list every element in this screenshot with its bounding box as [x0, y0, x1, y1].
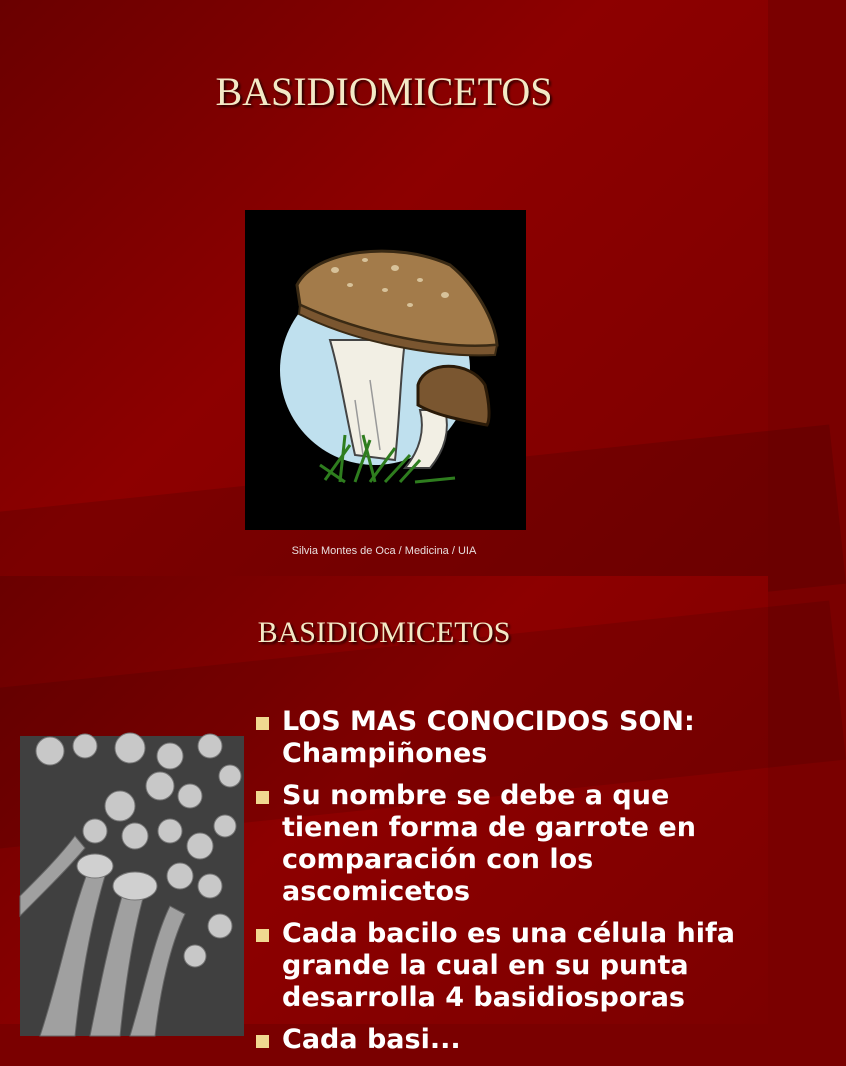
slide-2 — [0, 576, 768, 1055]
slide-1-title: BASIDIOMICETOS — [215, 69, 553, 114]
slide-1 — [0, 0, 768, 576]
fungal-structure-image — [20, 736, 244, 1036]
bullet-square-icon — [256, 791, 269, 804]
mushroom-image — [245, 210, 526, 530]
slide-footer: Silvia Montes de Oca / Medicina / UIA — [291, 545, 477, 557]
bullet-list — [256, 706, 761, 1066]
list-item: Cada bacilo es una célula hifa grande la cual en su punta desarrolla 4 basidiosporas — [256, 918, 761, 1014]
microscope-photo — [20, 736, 244, 1036]
list-item: Cada basi... — [256, 1024, 761, 1056]
bullet-square-icon — [256, 929, 269, 942]
list-item: Su nombre se debe a que tienen forma de garrote en comparación con los ascomicetos — [256, 780, 761, 908]
mushroom-illustration-icon — [245, 210, 526, 530]
bullet-square-icon — [256, 717, 269, 730]
bullet-square-icon — [256, 1035, 269, 1048]
list-item: LOS MAS CONOCIDOS SON: Champiñones — [256, 706, 761, 770]
slide-2-title: BASIDIOMICETOS — [257, 616, 511, 649]
